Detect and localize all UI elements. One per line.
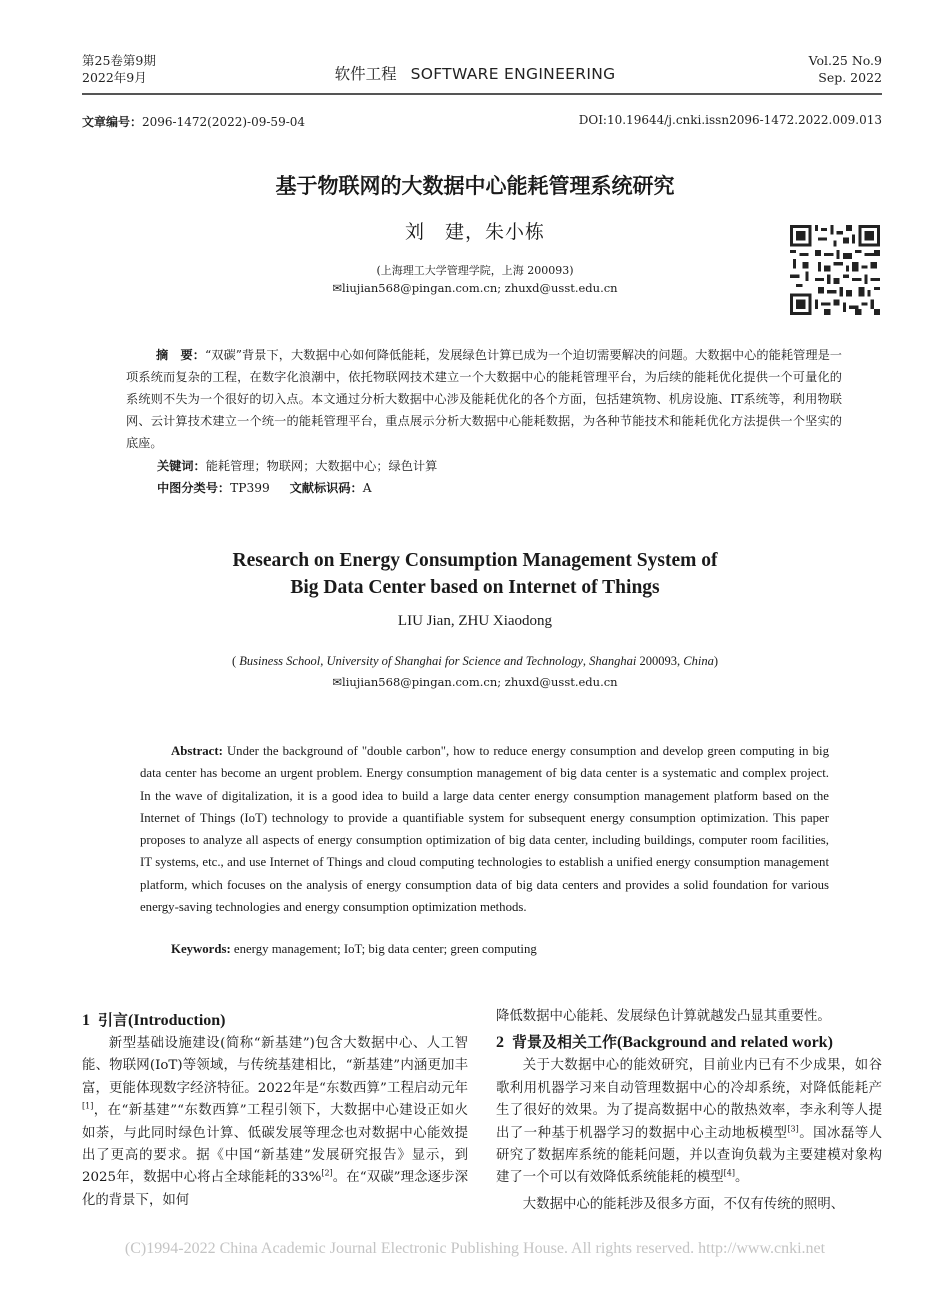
para-text: 。在“双碳”理念逐步深化的背景下，如何	[82, 1170, 468, 1208]
journal-name-cn: 软件工程	[334, 65, 397, 83]
para-text: 。	[734, 1170, 749, 1186]
page-title-en	[0, 547, 950, 601]
para-text: ，在“新基建”“东数西算”工程引领下，大数据中心建设正如火如荼，与此同时绿色计算、低碳发展等理念也对数据中心能效提出了更高的要求。据《中国“新基建”发展研究报告》显示，到2025年，数据中心将占全球能耗的33%	[82, 1103, 468, 1186]
abstract-en-label: Abstract:	[171, 744, 223, 758]
section-1-title-cn: 引言	[98, 1011, 129, 1029]
classification	[157, 477, 372, 499]
keywords-cn-text: 能耗管理；物联网；大数据中心；绿色计算	[205, 459, 438, 473]
right-column	[496, 1006, 882, 1216]
section-2-paragraph-1	[496, 1055, 882, 1189]
doi[interactable]: DOI:10.19644/j.cnki.issn2096-1472.2022.009.013	[578, 113, 882, 127]
keywords-cn	[157, 455, 437, 477]
journal-issue-en	[809, 52, 882, 86]
keywords-cn-label: 关键词：	[157, 459, 206, 473]
journal-name-en: SOFTWARE ENGINEERING	[410, 65, 616, 83]
author-email-en[interactable]: ✉liujian568@pingan.com.cn; zhuxd@usst.edu.cn	[332, 675, 618, 689]
page-title-cn: 基于物联网的大数据中心能耗管理系统研究	[275, 174, 675, 198]
header-rule	[82, 93, 882, 95]
doc-code-label: 文献标识码：	[289, 481, 363, 495]
abstract-cn	[126, 344, 842, 454]
affiliation-cn: (上海理工大学管理学院，上海 200093)	[376, 264, 574, 277]
affil-zip: 200093,	[636, 654, 684, 668]
affil-country: China	[683, 654, 714, 668]
affil-university: University of Shanghai for Science and Technology	[326, 654, 583, 668]
copyright-footer: (C)1994-2022 China Academic Journal Electronic Publishing House. All rights reserved. http://www.cnki.net	[124, 1240, 826, 1257]
affil-paren-close: )	[713, 654, 718, 668]
affil-city: Shanghai	[589, 654, 637, 668]
clc-value: TP399	[230, 481, 270, 495]
abstract-cn-label: 摘 要：	[156, 348, 205, 362]
section-2-heading	[496, 1030, 882, 1055]
section-2-number: 2	[496, 1034, 504, 1052]
date-en: Sep. 2022	[818, 70, 882, 85]
section-2-title-en: (Background and related work)	[617, 1034, 833, 1052]
para-text: 关于大数据中心的能效研究，目前业内已有不少成果，如谷歌利用机器学习来自动管理数据中心的冷却系统，对降低能耗产生了很好的效果。为了提高数据中心的散热效率，李永利等人提出了一种基于机器学习的数据中心主动地板模型	[496, 1058, 882, 1141]
abstract-cn-text: “双碳”背景下，大数据中心如何降低能耗，发展绿色计算已成为一个迫切需要解决的问题。大数据中心的能耗管理是一项系统而复杂的工程，在数字化浪潮中，依托物联网技术建立一个大数据中心的能耗管理平台，为后续的能耗优化提供一个可量化的系统则不失为一个很好的切入点。本文通过分析大数据中心涉及能耗优化的各个方面，包括建筑物、机房设施、IT系统等，利用物联网、云计算技术建立一个统一的能耗管理平台，重点展示分析大数据中心能耗数据，为各种节能技术和能耗优化方法提供一个坚实的底座。	[126, 348, 842, 450]
keywords-en-label: Keywords:	[171, 942, 231, 956]
affil-sep: ,	[582, 654, 590, 668]
section-1-heading	[82, 1008, 468, 1033]
clc-label: 中图分类号：	[157, 481, 231, 495]
author-email-cn[interactable]: ✉liujian568@pingan.com.cn; zhuxd@usst.edu.cn	[332, 281, 618, 295]
affiliation-en	[0, 654, 950, 669]
article-number-label: 文章编号：	[82, 115, 143, 129]
qr-code-icon	[790, 225, 880, 315]
keywords-en-text: energy management; IoT; big data center; green computing	[230, 942, 537, 956]
article-number	[82, 113, 305, 130]
affil-paren-open: (	[232, 654, 240, 668]
volume-number: Vol.25 No.9	[808, 53, 882, 68]
citation-1[interactable]: [1]	[82, 1101, 94, 1111]
abstract-en-text: Under the background of "double carbon", how to reduce energy consumption and develop green computing in big data center has become an urgent problem. Energy consumption management of big data center is a systematic and complex project. In the wave of digitalization, it is a good idea to build a large data center energy consumption management platform based on the Internet of Things (IoT) technology to provide a quantifiable system for subsequent energy consumption optimization. This paper proposes to analyze all aspects of energy consumption optimization of big data center, including buildings, computer room facilities, IT systems, etc., and use Internet of Things and cloud computing technologies to establish a unified energy consumption management platform, which focuses on the analysis of energy consumption data of big data centers and provides a solid foundation for various energy-saving technologies and energy consumption optimization methods.	[140, 744, 829, 915]
citation-3[interactable]: [3]	[787, 1124, 799, 1134]
affil-school: Business School	[239, 654, 321, 668]
para-text: 。国冰磊等人研究了数据库系统的能耗问题，并以查询负载为主要建模对象构建了一个可以有效降低系统能耗的模型	[496, 1125, 883, 1186]
authors-cn: 刘 建，朱小栋	[404, 221, 545, 243]
keywords-en	[171, 942, 537, 957]
issue-cn: 第25卷第9期	[82, 53, 156, 68]
doc-code-value: A	[362, 481, 372, 495]
para-text: 新型基础设施建设(简称“新基建”)包含大数据中心、人工智能、物联网(IoT)等领域，与传统基建相比，“新基建”内涵更加丰富，更能体现数字经济特征。2022年是“东数西算”工程启动元年	[82, 1036, 468, 1096]
title-en-line2: Big Data Center based on Internet of Things	[290, 577, 660, 598]
section-1-continuation: 降低数据中心能耗、发展绿色计算就越发凸显其重要性。	[496, 1009, 831, 1024]
section-2-title-cn: 背景及相关工作	[512, 1033, 618, 1052]
authors-en: LIU Jian, ZHU Xiaodong	[397, 613, 553, 629]
date-cn: 2022年9月	[82, 70, 147, 85]
citation-4[interactable]: [4]	[723, 1168, 735, 1178]
abstract-en	[140, 740, 829, 918]
left-column	[82, 1008, 468, 1212]
section-1-paragraph	[82, 1033, 468, 1212]
section-1-title-en: (Introduction)	[128, 1012, 226, 1029]
title-en-line1: Research on Energy Consumption Management System of	[232, 550, 718, 571]
affil-sep: ,	[320, 654, 327, 668]
article-number-value: 2096-1472(2022)-09-59-04	[142, 115, 306, 129]
journal-name	[0, 62, 950, 84]
section-1-number: 1	[82, 1012, 90, 1029]
citation-2[interactable]: [2]	[321, 1168, 333, 1178]
section-2-paragraph-2: 大数据中心的能耗涉及很多方面，不仅有传统的照明、	[522, 1196, 845, 1212]
